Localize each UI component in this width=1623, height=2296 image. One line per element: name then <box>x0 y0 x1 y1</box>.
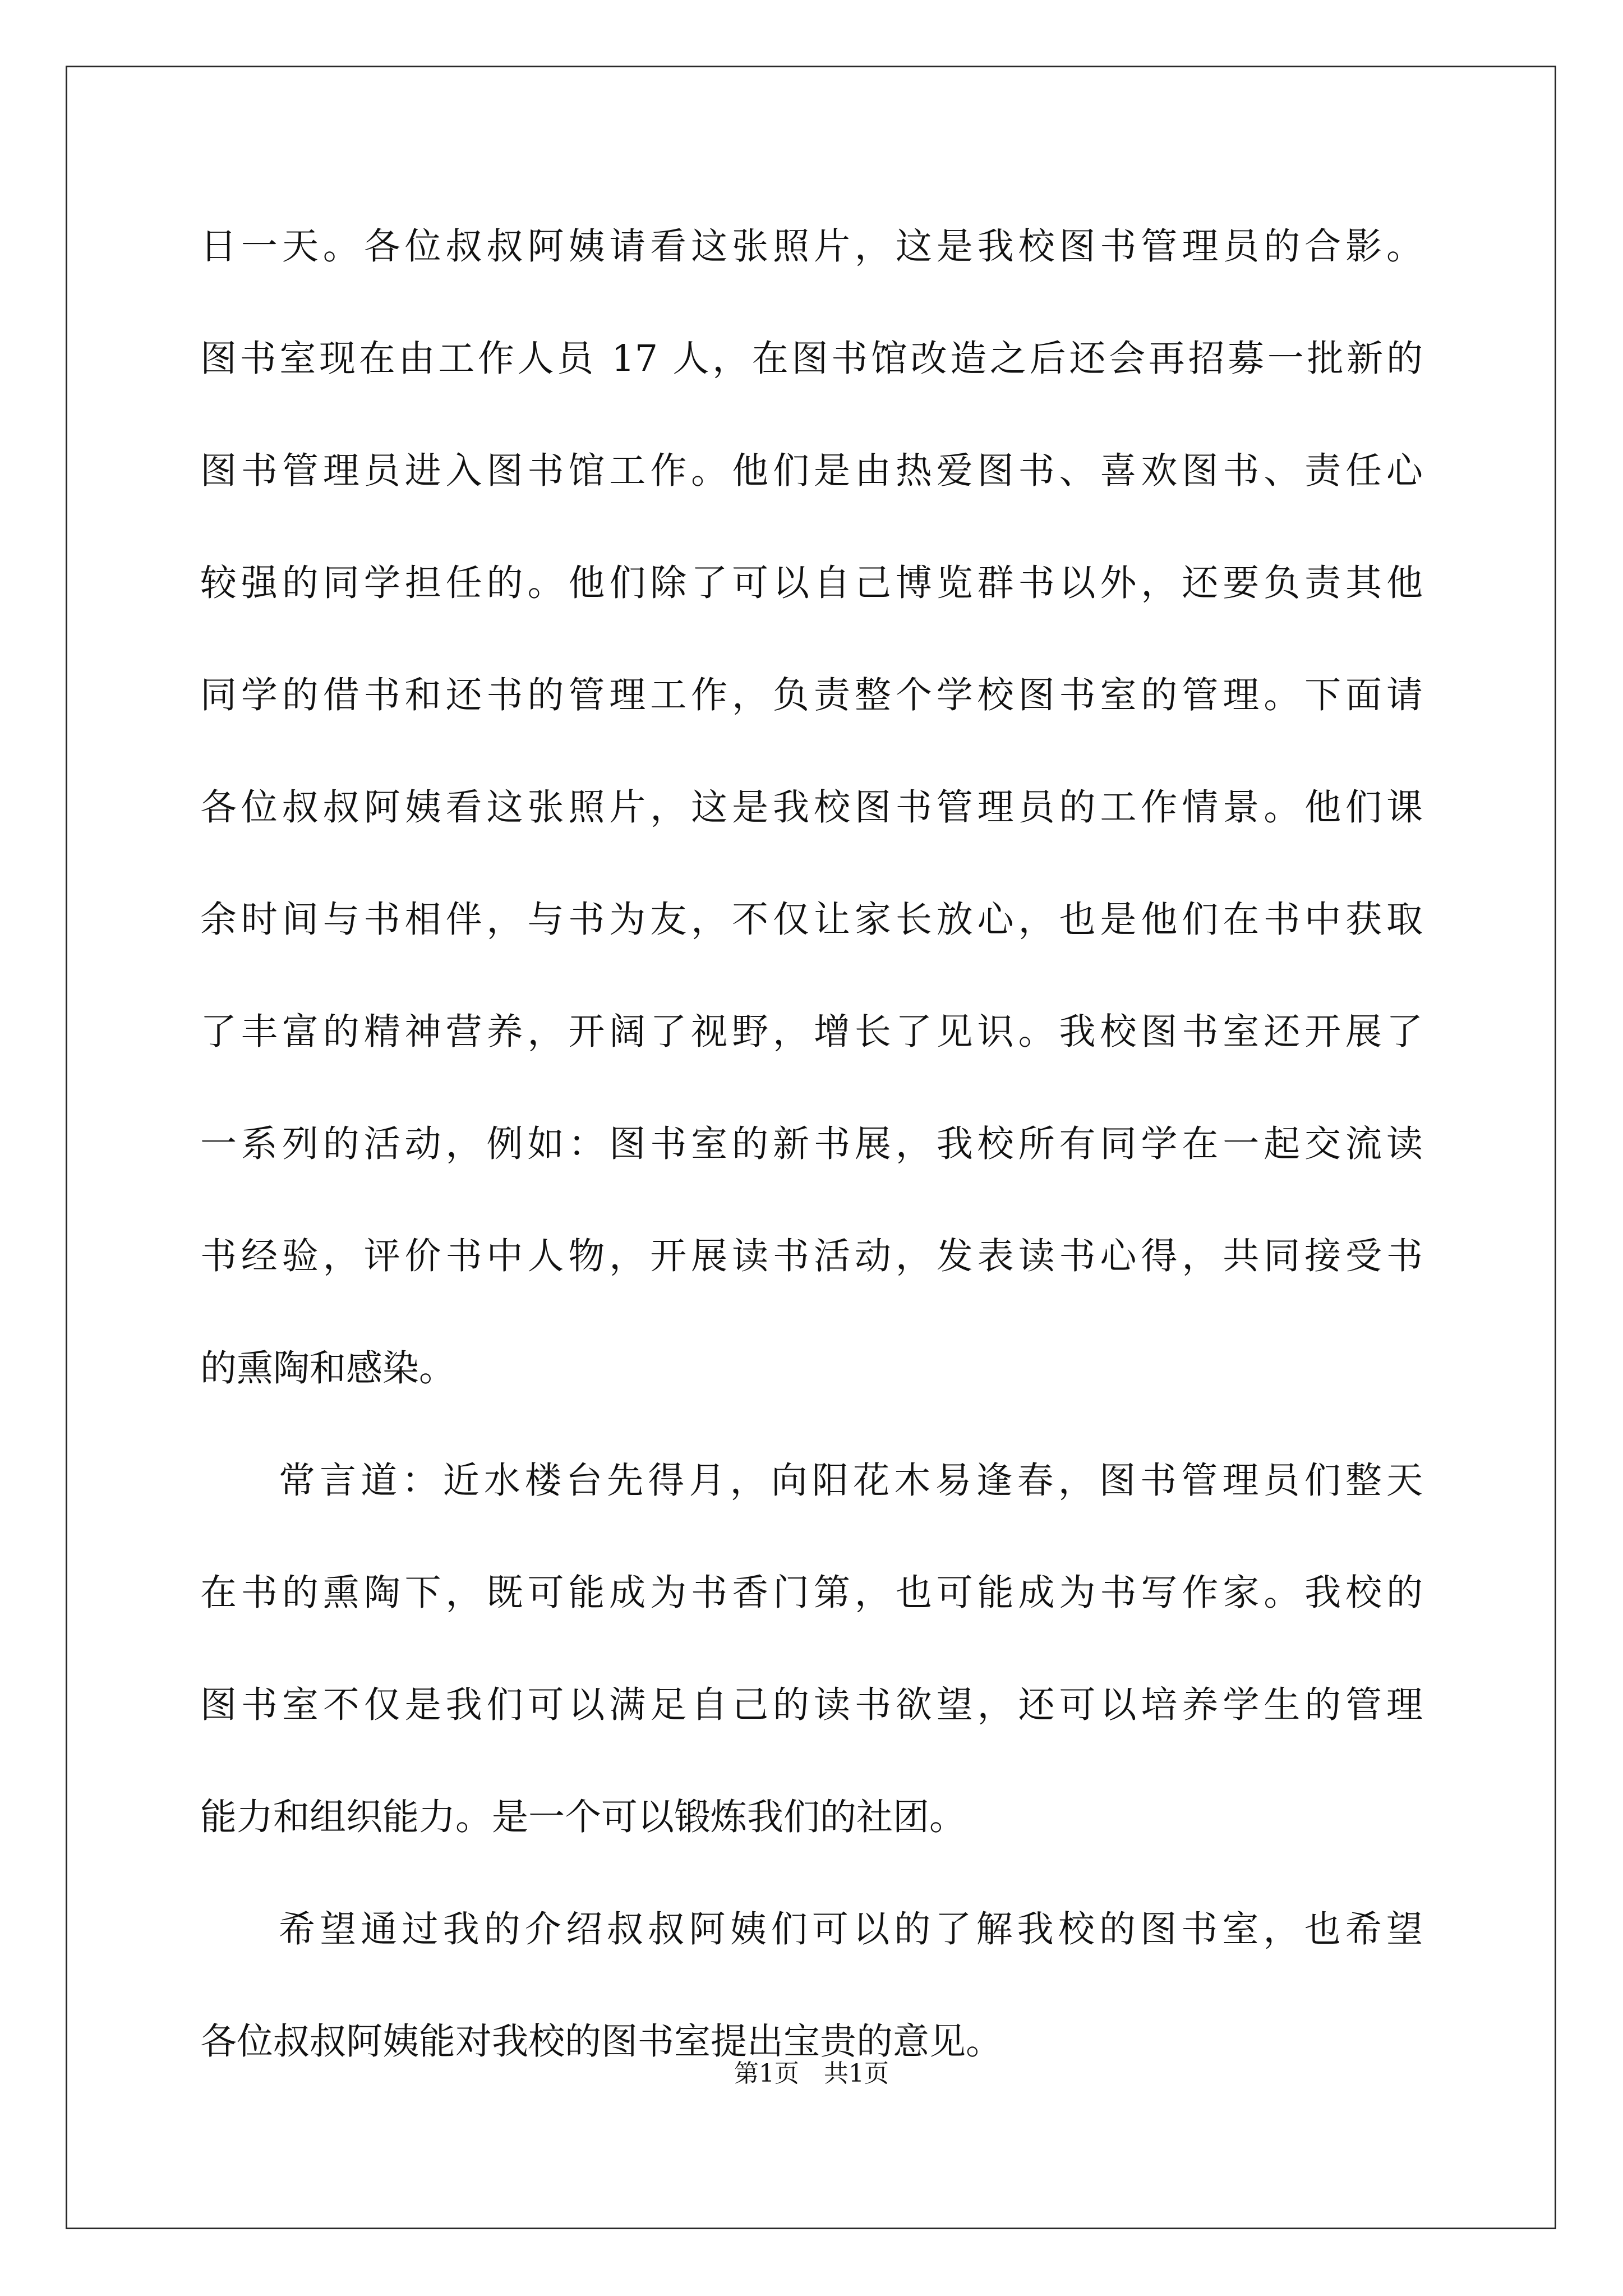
text-line: 希望通过我的介绍叔叔阿姨们可以的了解我校的图书室，也希望 <box>279 1908 1423 1950</box>
page-number: 第1页 <box>734 2059 799 2088</box>
text-line: 了丰富的精神营养，开阔了视野，增长了见识。我校图书室还开展了 <box>200 1011 1423 1053</box>
text-line: 各位叔叔阿姨看这张照片，这是我校图书管理员的工作情景。他们课 <box>200 786 1423 829</box>
text-line: 一系列的活动，例如：图书室的新书展，我校所有同学在一起交流读 <box>200 1123 1423 1165</box>
text-line: 图书室现在由工作人员 17 人，在图书馆改造之后还会再招募一批新的 <box>200 338 1423 380</box>
text-line: 书经验，评价书中人物，开展读书活动，发表读书心得，共同接受书 <box>200 1235 1423 1277</box>
text-line: 常言道：近水楼台先得月，向阳花木易逢春，图书管理员们整天 <box>279 1460 1423 1502</box>
total-pages: 共1页 <box>824 2059 889 2088</box>
text-line: 的熏陶和感染。 <box>200 1347 456 1389</box>
page-footer <box>0 2053 1623 2089</box>
text-line: 同学的借书和还书的管理工作，负责整个学校图书室的管理。下面请 <box>200 674 1423 716</box>
text-line: 在书的熏陶下，既可能成为书香门第，也可能成为书写作家。我校的 <box>200 1572 1423 1614</box>
text-line: 较强的同学担任的。他们除了可以自己博览群书以外，还要负责其他 <box>200 562 1423 604</box>
text-line: 余时间与书相伴，与书为友，不仅让家长放心，也是他们在书中获取 <box>200 899 1423 941</box>
text-line: 图书室不仅是我们可以满足自己的读书欲望，还可以培养学生的管理 <box>200 1684 1423 1726</box>
document-body <box>200 191 1423 2098</box>
text-line: 能力和组织能力。是一个可以锻炼我们的社团。 <box>200 1796 966 1838</box>
text-line: 各位叔叔阿姨能对我校的图书室提出宝贵的意见。 <box>200 2021 1003 2063</box>
text-line: 日一天。各位叔叔阿姨请看这张照片，这是我校图书管理员的合影。 <box>200 226 1423 268</box>
text-line: 图书管理员进入图书馆工作。他们是由热爱图书、喜欢图书、责任心 <box>200 450 1423 492</box>
